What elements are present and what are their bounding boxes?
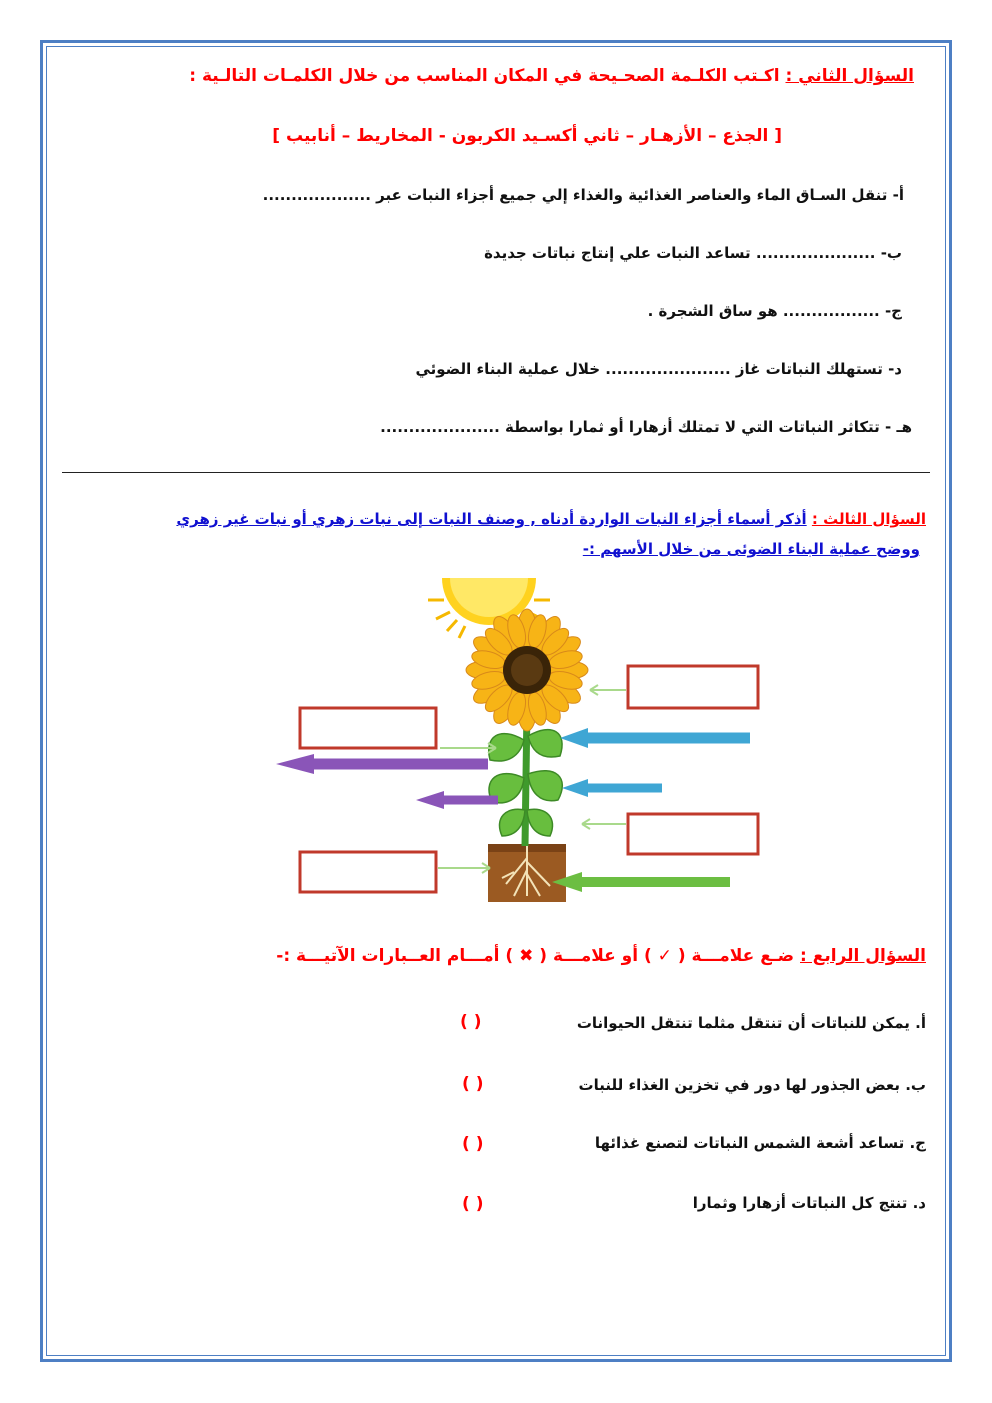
q4-answer-brackets-b[interactable]: ( ) — [462, 1074, 484, 1094]
q4-item-a: أ. يمكن للنباتات أن تنتقل مثلما تنتقل الحيوانات — [576, 1014, 926, 1032]
q2-item-a: أ- تنقل السـاق الماء والعناصر الغذائية والغذاء إلي جميع أجزاء النبات عبر ................... — [262, 186, 904, 204]
q4-answer-brackets-c[interactable]: ( ) — [462, 1134, 484, 1154]
q2-word-bank: [ الجذع – الأزهـار – ثاني أكسـيد الكربون - المخاريط – أنابيب ] — [272, 126, 782, 146]
q2-item-c: ج- ................. هو ساق الشجرة . — [647, 302, 902, 320]
sunlight-arrow — [560, 728, 750, 748]
section-divider — [62, 472, 930, 473]
q4-instruction: ضـع علامـــة ( ✓ ) أو علامـــة ( ✖ ) أمـــام العــبارات الآتيـــة :- — [276, 946, 795, 966]
q3-instruction-1: أذكر أسماء أجزاء النبات الواردة أدناه , وصنف النبات إلى نبات زهري أو نبات غير زهري — [176, 510, 807, 528]
answer-box-leaf[interactable] — [300, 708, 436, 748]
carbon-dioxide-arrow — [562, 779, 662, 797]
q3-title: السؤال الثالث : — [811, 510, 926, 528]
q4-item-b: ب. بعض الجذور لها دور في تخزين الغذاء للنبات — [578, 1076, 926, 1094]
answer-box-root[interactable] — [300, 852, 436, 892]
q4-header — [276, 946, 926, 966]
q4-item-c: ج. تساعد أشعة الشمس النباتات لتصنع غذائها — [594, 1134, 926, 1152]
q2-item-e: هـ - تتكاثر النباتات التي لا تمتلك أزهارا أو ثمارا بواسطة ..................... — [380, 418, 912, 436]
q3-header — [176, 510, 926, 528]
q4-answer-brackets-d[interactable]: ( ) — [462, 1194, 484, 1214]
answer-box-flower[interactable] — [628, 666, 758, 708]
oxygen-arrow — [276, 754, 488, 774]
q2-item-d: د- تستهلك النباتات غاز ...................... خلال عملية البناء الضوئي — [415, 360, 902, 378]
plant-diagram — [270, 578, 770, 910]
q2-instruction: اكـتب الكلـمة الصحـيحة في المكان المناسب من خلال الكلمـات التالـية : — [189, 66, 780, 86]
q4-item-d: د. تنتج كل النباتات أزهارا وثمارا — [692, 1194, 926, 1212]
q3-instruction-2: ووضح عملية البناء الضوئى من خلال الأسهم :- — [582, 540, 920, 558]
q2-header — [189, 66, 914, 86]
answer-box-stem[interactable] — [628, 814, 758, 854]
water-arrow — [552, 872, 730, 892]
water-vapor-arrow — [416, 791, 498, 809]
q4-title: السؤال الرابع : — [800, 946, 926, 966]
q2-item-b: ب- ..................... تساعد النبات علي إنتاج نباتات جديدة — [484, 244, 902, 262]
sunflower-icon — [466, 609, 588, 731]
q4-answer-brackets-a[interactable]: ( ) — [460, 1012, 482, 1032]
q2-title: السؤال الثاني : — [785, 66, 914, 86]
